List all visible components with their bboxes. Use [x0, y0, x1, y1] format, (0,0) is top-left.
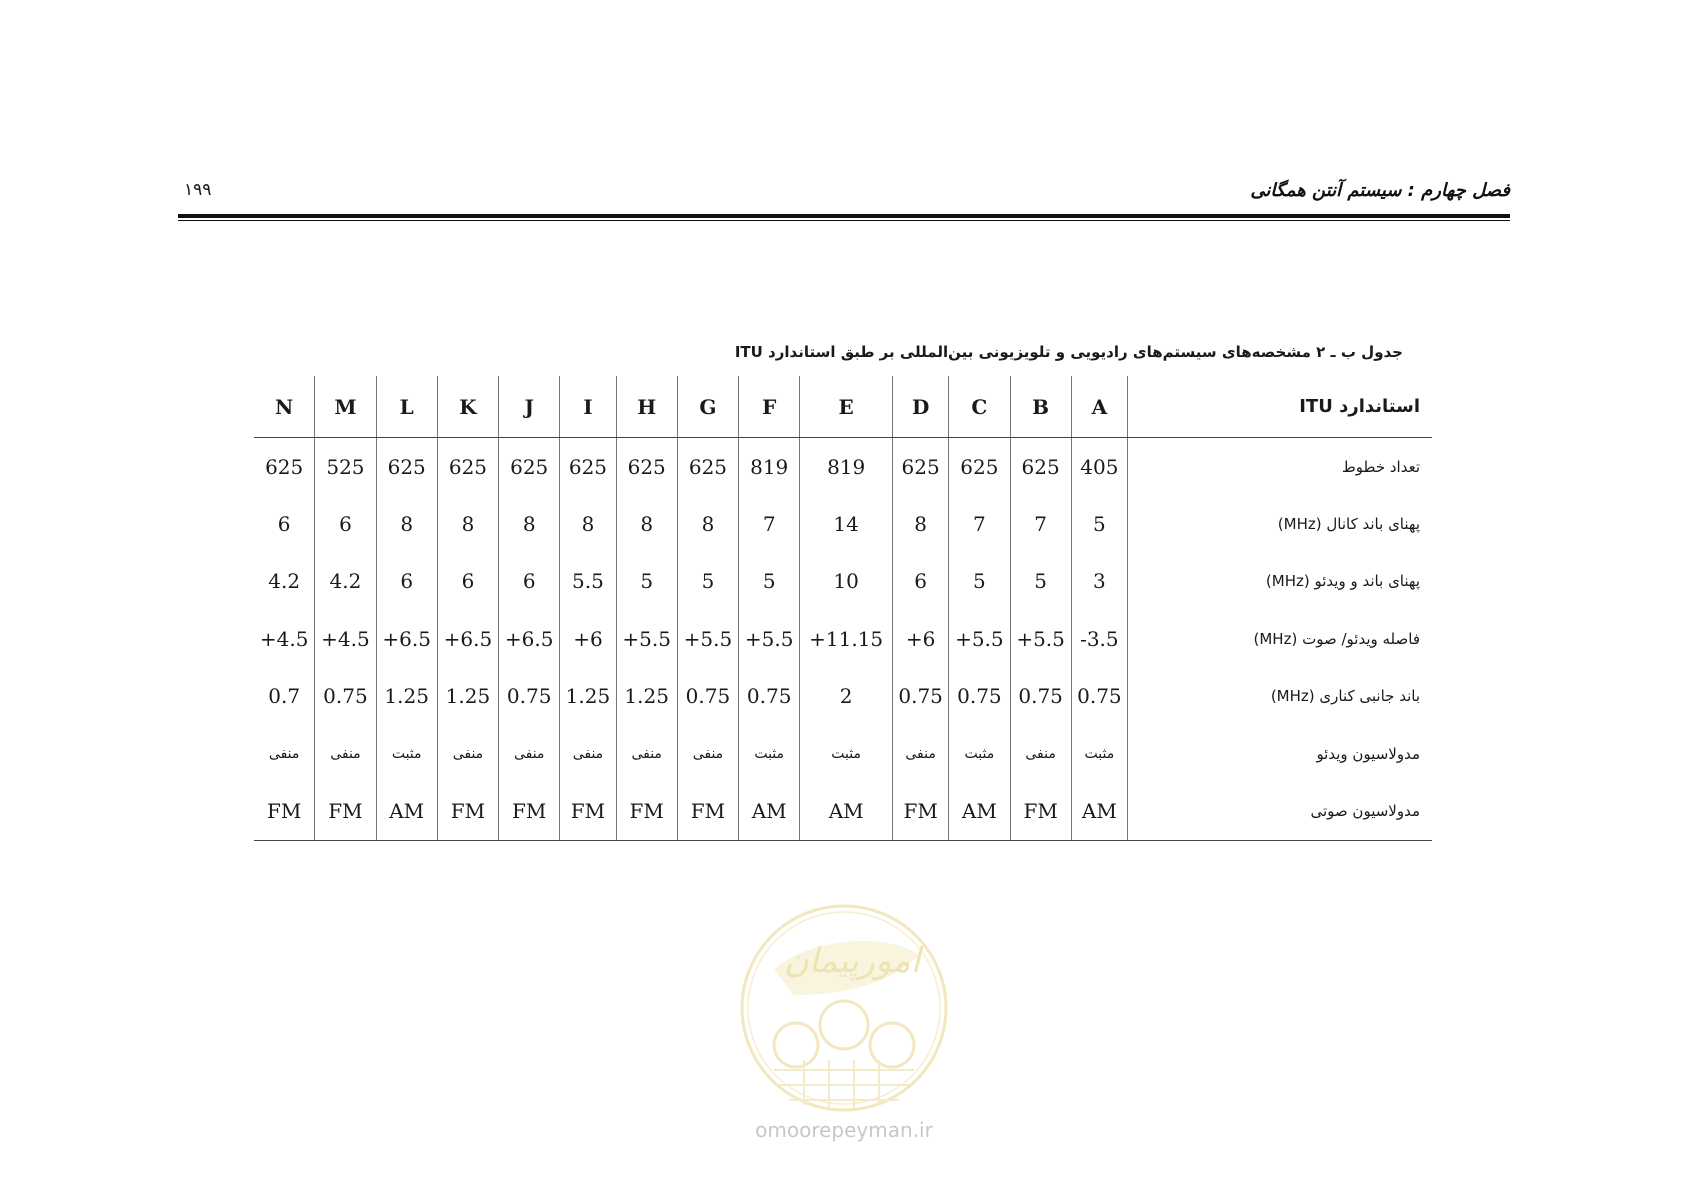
row-label: مدولاسیون صوتی	[1128, 782, 1433, 840]
table-cell: +6.5	[437, 610, 498, 667]
column-header: F	[739, 376, 800, 438]
table-cell: 5	[1010, 553, 1071, 610]
table-row	[254, 668, 1432, 725]
table-cell: 3	[1071, 553, 1127, 610]
table-cell: 14	[800, 495, 893, 552]
table-cell: 8	[376, 495, 437, 552]
table-cell: 625	[499, 438, 560, 496]
table-cell: +5.5	[616, 610, 677, 667]
table-cell: 0.75	[949, 668, 1010, 725]
table-cell: 6	[277, 512, 291, 537]
table-cell: 7	[949, 495, 1010, 552]
table-cell: 8	[560, 495, 616, 552]
table-cell: 5	[677, 553, 738, 610]
table-cell: +6.5	[376, 610, 437, 667]
table-cell: منفی	[677, 725, 738, 782]
column-header: M	[315, 376, 376, 438]
table-cell: 6	[376, 553, 437, 610]
table-cell: +5.5	[1010, 610, 1071, 667]
table-cell: 6	[315, 495, 376, 552]
table-cell: AM	[949, 782, 1010, 840]
table-cell: 1.25	[376, 668, 437, 725]
chapter-title: فصل چهارم : سیستم آنتن همگانی	[1250, 180, 1510, 201]
table-cell: 525	[315, 438, 376, 496]
column-header: C	[949, 376, 1010, 438]
table-cell: 819	[739, 438, 800, 496]
table-cell: FM	[1010, 782, 1071, 840]
table-cell: 8	[677, 495, 738, 552]
table-cell: 0.75	[1071, 668, 1127, 725]
table-cell: 625	[949, 438, 1010, 496]
table-cell: 1.25	[437, 668, 498, 725]
table-cell: AM	[800, 782, 893, 840]
table-cell: منفی	[499, 725, 560, 782]
column-header: D	[893, 376, 949, 438]
table-cell: 625	[1010, 438, 1071, 496]
row-label: باند جانبی کناری (MHz)	[1128, 668, 1433, 725]
table-cell: FM	[616, 782, 677, 840]
table-cell: 4.2	[268, 569, 301, 594]
watermark-url: omoorepeyman.ir	[755, 1118, 933, 1142]
table-cell: مثبت	[739, 725, 800, 782]
table-cell: FM	[437, 782, 498, 840]
table-cell: 405	[1071, 438, 1127, 496]
table-cell: 0.75	[499, 668, 560, 725]
header-rule-thin	[178, 220, 1510, 221]
row-label: پهنای باند و ویدئو (MHz)	[1128, 553, 1433, 610]
table-cell: 0.75	[1010, 668, 1071, 725]
table-cell: 4.2	[315, 553, 376, 610]
column-header: I	[560, 376, 616, 438]
table-cell: 8	[499, 495, 560, 552]
label-column-header: استاندارد ITU	[1128, 376, 1433, 438]
table-cell: منفی	[893, 725, 949, 782]
table-cell: منفی	[315, 725, 376, 782]
table-cell: 5	[949, 553, 1010, 610]
table-cell: 6	[893, 553, 949, 610]
table-cell: 7	[1010, 495, 1071, 552]
page-number: ۱۹۹	[184, 180, 212, 200]
column-header: H	[616, 376, 677, 438]
column-header: A	[1071, 376, 1127, 438]
table-cell: 0.75	[677, 668, 738, 725]
table-cell: +6	[893, 610, 949, 667]
column-header: E	[800, 376, 893, 438]
table-cell: FM	[560, 782, 616, 840]
table-cell: منفی	[616, 725, 677, 782]
table-cell: FM	[893, 782, 949, 840]
table-cell: 819	[800, 438, 893, 496]
table-cell: منفی	[560, 725, 616, 782]
column-header: B	[1010, 376, 1071, 438]
table-cell: 0.75	[315, 668, 376, 725]
table-row	[254, 610, 1432, 667]
table-cell: منفی	[437, 725, 498, 782]
table-cell: FM	[499, 782, 560, 840]
table-cell: 625	[437, 438, 498, 496]
table-cell: -3.5	[1071, 610, 1127, 667]
table-cell: 5	[616, 553, 677, 610]
table-cell: AM	[376, 782, 437, 840]
row-label: پهنای باند کانال (MHz)	[1128, 495, 1433, 552]
table-cell: AM	[739, 782, 800, 840]
table-cell: 8	[616, 495, 677, 552]
table-cell: 1.25	[616, 668, 677, 725]
table-cell: 10	[800, 553, 893, 610]
table-row	[254, 495, 1432, 552]
table-cell: +5.5	[739, 610, 800, 667]
table-cell: 625	[893, 438, 949, 496]
table-cell: FM	[315, 782, 376, 840]
table-cell: +11.15	[800, 610, 893, 667]
table-cell: 625	[376, 438, 437, 496]
table-cell: 0.75	[893, 668, 949, 725]
table-caption: جدول ب ـ ۲ مشخصه‌های سیستم‌های رادیویی و تلویزیونی بین‌المللی بر طبق استاندارد ITU	[734, 343, 1403, 361]
table-cell: 5	[739, 553, 800, 610]
column-header: G	[677, 376, 738, 438]
table-row	[254, 725, 1432, 782]
table-cell: 625	[616, 438, 677, 496]
row-label: فاصله ویدئو/ صوت (MHz)	[1128, 610, 1433, 667]
table-cell: 0.7	[268, 684, 301, 709]
header-rule	[178, 214, 1510, 218]
table-cell: +5.5	[677, 610, 738, 667]
table-cell: 625	[265, 454, 304, 479]
table-cell: منفی	[268, 745, 300, 762]
table-cell: مثبت	[949, 725, 1010, 782]
table-cell: 6	[499, 553, 560, 610]
table-row	[254, 553, 1432, 610]
table-cell: 7	[739, 495, 800, 552]
table-cell: +6	[560, 610, 616, 667]
table-row	[254, 438, 1432, 496]
table-row	[254, 782, 1432, 840]
column-header: K	[437, 376, 498, 438]
table-cell: مثبت	[1071, 725, 1127, 782]
page-header	[178, 174, 1510, 214]
table-cell: 625	[560, 438, 616, 496]
table-cell: 1.25	[560, 668, 616, 725]
column-header: J	[499, 376, 560, 438]
table-cell: +4.5	[315, 610, 376, 667]
table-cell: +5.5	[949, 610, 1010, 667]
column-header: L	[376, 376, 437, 438]
table-cell: AM	[1071, 782, 1127, 840]
itu-standards-table	[254, 376, 1432, 841]
table-cell: 0.75	[739, 668, 800, 725]
row-label: تعداد خطوط	[1128, 438, 1433, 496]
column-header: N	[254, 376, 315, 438]
table-cell: +6.5	[499, 610, 560, 667]
table-cell: +4.5	[259, 626, 309, 651]
table-cell: 2	[800, 668, 893, 725]
watermark-seal-icon	[734, 900, 954, 1115]
row-label: مدولاسیون ویدئو	[1128, 725, 1433, 782]
watermark-logo-text: امورپیمان	[783, 941, 921, 981]
table-cell: منفی	[1010, 725, 1071, 782]
table-cell: 625	[677, 438, 738, 496]
table-cell: 8	[437, 495, 498, 552]
table-cell: 5.5	[560, 553, 616, 610]
table-cell: FM	[677, 782, 738, 840]
table-cell: مثبت	[800, 725, 893, 782]
table-cell: 6	[437, 553, 498, 610]
watermark-logo	[734, 900, 954, 1150]
table-cell: FM	[254, 782, 315, 840]
table-header-row	[254, 376, 1432, 438]
table-cell: مثبت	[376, 725, 437, 782]
table-cell: 8	[893, 495, 949, 552]
table-cell: 5	[1071, 495, 1127, 552]
